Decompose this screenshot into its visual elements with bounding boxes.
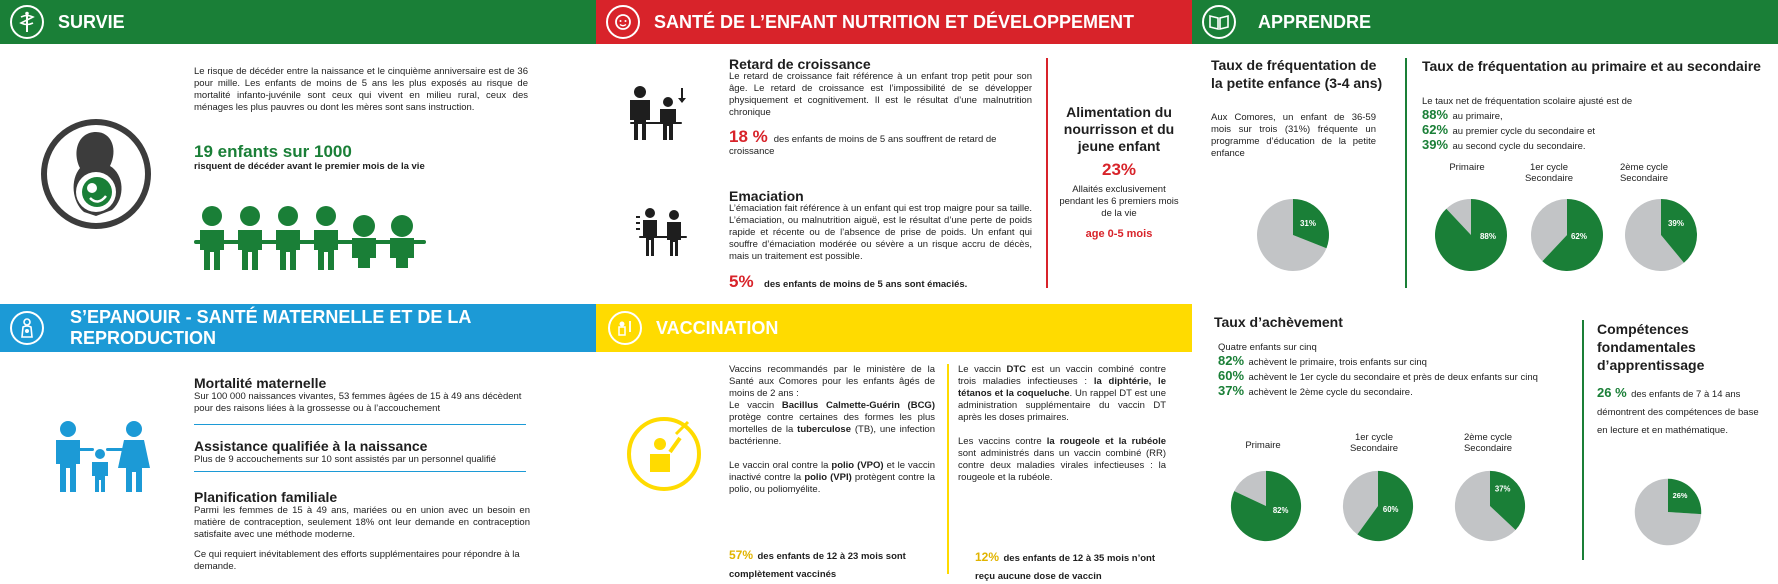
alimentation-heading: Alimentation du nourrisson et du jeune enfant xyxy=(1063,104,1175,154)
achevement-pie-2eme-cycle xyxy=(1452,468,1528,544)
family-icon xyxy=(50,420,154,499)
achevement-lines xyxy=(1218,354,1588,399)
achevement-pie-label: Primaire xyxy=(1245,440,1281,451)
text-run: . Un rappel DT est une administration supplémentaire du vaccin DT après les doses primaires. xyxy=(958,388,1166,423)
child-face-icon xyxy=(606,5,640,39)
primaire-sec-lines xyxy=(1422,108,1762,153)
achevement-pie-1er-cycle xyxy=(1340,468,1416,544)
vaccin-rr xyxy=(958,436,1166,484)
planification-text: Parmi les femmes de 15 à 49 ans, mariées ou en union avec un besoin en matière de contraception, seulement 18% ont leur demande en contraception satisfaite avec une méthode moderne. xyxy=(194,505,530,540)
epanouir-title: S’EPANOUIR - SANTÉ MATERNELLE ET DE LA REPRODUCTION xyxy=(70,307,471,348)
text-run: polio (VPI) xyxy=(804,472,852,483)
assistance-heading: Assistance qualifiée à la naissance xyxy=(194,438,428,454)
family-height-icon xyxy=(624,84,694,147)
primaire-sec-line xyxy=(1422,138,1762,153)
pie-slice xyxy=(1435,199,1507,271)
primaire-sec-line xyxy=(1422,123,1762,138)
vaccination-pct-1: 57% xyxy=(729,548,754,562)
achevement-pie-label: 1er cycle Secondaire xyxy=(1349,432,1399,454)
frequentation-pie-1er-cycle xyxy=(1528,196,1606,274)
achevement-heading: Taux d’achèvement xyxy=(1214,314,1343,330)
text-run: protègent contre la polio, ou poliomyélite. xyxy=(729,472,936,495)
petite-enfance-pie xyxy=(1254,196,1332,274)
text-run: Le vaccin xyxy=(958,364,1007,375)
vaccination-caption-2: des enfants de 12 à 35 mois n’ont reçu aucune dose de vaccin xyxy=(975,553,1156,582)
emaciation-pct: 5% xyxy=(729,272,754,291)
survie-text: Le risque de décéder entre la naissance et le cinquième anniversaire est de 36 pour mille. Les enfants de moins de 5 ans les plus exposés au risque de mortalité infanto-juvénile sont ceux qui vivent en milieu rural, ceux des ménages les plus pauvres ou dont les mères sont sans instruction. xyxy=(194,66,528,113)
competences-heading: Compétences fondamentales d’apprentissage xyxy=(1597,321,1705,373)
book-icon xyxy=(1202,5,1236,39)
text-run: protège contre certaines des formes les plus mortelles de la xyxy=(729,412,935,435)
achevement-text: achèvent le primaire, trois enfants sur cinq xyxy=(1248,357,1427,368)
vaccination-pct-2: 12% xyxy=(975,550,1000,564)
survie-stat-caption: risquent de décéder avant le premier mois de la vie xyxy=(194,161,425,172)
achevement-pct: 37% xyxy=(1218,383,1245,398)
vaccination-col2 xyxy=(958,364,1166,484)
vaccin-intro: Vaccins recommandés par le ministère de la Santé aux Comores pour les enfants âgés de moins de 2 ans : xyxy=(729,364,935,399)
achevement-text: achèvent le 2ème cycle du secondaire. xyxy=(1248,387,1413,398)
petite-enfance-pie-label: 31% xyxy=(1299,219,1317,228)
text-run: Le vaccin xyxy=(729,400,782,411)
text-run: polio (VPO) xyxy=(831,460,884,471)
pregnant-woman-icon xyxy=(40,118,152,235)
pie-slice-label: 82% xyxy=(1272,505,1289,515)
vaccination-stat-1 xyxy=(729,546,929,582)
retard-text: Le retard de croissance fait référence à un enfant trop petit pour son âge. Le retard de croissance est l’impossibilité de se développer physiquement et cognitivement. Il est le résultat d’une malnutrition chronique xyxy=(729,71,1032,118)
vaccin-bcg xyxy=(729,400,935,448)
achevement-text: achèvent le 1er cycle du secondaire et près de deux enfants sur cinq xyxy=(1248,372,1538,383)
pie-slice-label: 39% xyxy=(1667,219,1685,228)
alimentation-age: age 0-5 mois xyxy=(1085,228,1153,240)
pie-slice-label: 37% xyxy=(1494,484,1511,494)
emaciation-caption: des enfants de moins de 5 ans sont émaciés. xyxy=(764,279,968,290)
primaire-sec-pct: 88% xyxy=(1422,107,1449,122)
vaccination-stat-2 xyxy=(975,548,1175,584)
vaccinated-child-icon xyxy=(624,414,704,499)
emaciation-heading: Emaciation xyxy=(729,188,804,204)
retard-stat xyxy=(729,128,1029,158)
planification-heading: Planification familiale xyxy=(194,489,338,505)
achevement-pct: 60% xyxy=(1218,368,1245,383)
text-run: sont administrés dans un vaccin combiné (RR) contre deux maladies virales infectieuses : la rougeole et la rubéole. xyxy=(958,448,1166,483)
frequentation-pie-label: Primaire xyxy=(1449,162,1485,173)
retard-pct: 18 % xyxy=(729,127,768,146)
achevement-intro: Quatre enfants sur cinq xyxy=(1218,342,1317,353)
epanouir-divider-2 xyxy=(194,471,526,472)
sante-banner xyxy=(596,0,1192,44)
planification-text-2: Ce qui requiert inévitablement des efforts supplémentaires pour répondre à la demande. xyxy=(194,549,520,572)
text-run: la diphtérie, le tétanos et la coqueluche xyxy=(958,376,1166,399)
apprendre-divider-1 xyxy=(1405,58,1407,288)
thin-children-icon xyxy=(636,206,694,263)
apprendre-title: APPRENDRE xyxy=(1258,11,1372,32)
syringe-badge-icon xyxy=(608,311,642,345)
text-run: Bacillus Calmette-Guérin (BCG) xyxy=(781,400,935,411)
primaire-sec-heading: Taux de fréquentation au primaire et au secondaire xyxy=(1422,58,1761,74)
petite-enfance-text: Aux Comores, un enfant de 36-59 mois sur trois (31%) fréquente un programme d’éducation de la petite enfance xyxy=(1211,112,1376,159)
alimentation-caption: Allaités exclusivement pendant les 6 premiers mois de la vie xyxy=(1059,184,1179,219)
text-run: Les vaccins contre xyxy=(958,436,1047,447)
emaciation-stat xyxy=(729,272,1029,292)
frequentation-pie-label: 2ème cycle Secondaire xyxy=(1619,162,1669,184)
primaire-sec-pct: 62% xyxy=(1422,122,1449,137)
competences-pie-label: 26% xyxy=(1672,491,1688,501)
text-run: la rougeole et la rubéole xyxy=(1046,436,1166,447)
primaire-sec-text: au premier cycle du secondaire et xyxy=(1452,126,1596,137)
retard-caption: des enfants de moins de 5 ans souffrent de retard de croissance xyxy=(729,134,997,157)
vaccin-polio xyxy=(729,460,935,496)
sante-title: SANTÉ DE L’ENFANT NUTRITION ET DÉVELOPPEMENT xyxy=(654,11,1135,32)
mortalite-heading: Mortalité maternelle xyxy=(194,375,327,391)
achevement-line xyxy=(1218,384,1588,399)
vaccination-banner xyxy=(596,304,1192,352)
survie-stat: 19 enfants sur 1000 xyxy=(194,142,352,161)
competences-pct: 26 % xyxy=(1597,385,1627,400)
frequentation-pie-primaire xyxy=(1432,196,1510,274)
frequentation-pie-label: 1er cycle Secondaire xyxy=(1524,162,1574,184)
primaire-sec-pct: 39% xyxy=(1422,137,1449,152)
primaire-sec-intro: Le taux net de fréquentation scolaire ajusté est de xyxy=(1422,96,1633,107)
competences-block xyxy=(1597,384,1765,438)
competences-pie xyxy=(1632,476,1704,548)
pie-slice-label: 62% xyxy=(1570,232,1588,241)
survie-banner xyxy=(0,0,596,44)
text-run: Le vaccin oral contre la xyxy=(729,460,832,471)
primaire-sec-text: au second cycle du secondaire. xyxy=(1452,141,1586,152)
text-run: est un vaccin combiné contre trois maladies infectieuses : xyxy=(958,364,1166,387)
text-run: tuberculose xyxy=(797,424,852,435)
text-run: (TB), une infection bactérienne. xyxy=(729,424,936,447)
survie-title: SURVIE xyxy=(58,11,125,32)
emaciation-text: L’émaciation fait référence à un enfant qui est trop maigre pour sa taille. L’émaciation, ou malnutrition aiguë, est le résultat d’une perte de poids rapide et récente ou de l’absence de prise de poids. Un enfant qui souffre d’émaciation modérée ou sévère a un risque accru de décès, mais un traitement est possible. xyxy=(729,203,1032,262)
frequentation-pie-2eme-cycle xyxy=(1622,196,1700,274)
achevement-pct: 82% xyxy=(1218,353,1245,368)
vaccination-title: VACCINATION xyxy=(656,317,779,338)
epanouir-divider-1 xyxy=(194,424,526,425)
children-row-icon xyxy=(194,204,426,277)
retard-heading: Retard de croissance xyxy=(729,56,871,72)
primaire-sec-text: au primaire, xyxy=(1452,111,1503,122)
epanouir-banner xyxy=(0,304,596,352)
mortalite-text: Sur 100 000 naissances vivantes, 53 femmes âgées de 15 à 49 ans décèdent pour des raisons liées à la grossesse ou à l’accouchement xyxy=(194,391,522,414)
alimentation-pct: 23% xyxy=(1101,160,1137,179)
apprendre-divider-2 xyxy=(1582,320,1584,560)
pie-slice-label: 88% xyxy=(1479,232,1497,241)
achevement-line xyxy=(1218,354,1588,369)
vaccination-col1 xyxy=(729,364,935,496)
assistance-text: Plus de 9 accouchements sur 10 sont assistés par un personnel qualifié xyxy=(194,454,497,465)
vaccin-dtc xyxy=(958,364,1166,424)
apprendre-banner xyxy=(1192,0,1778,44)
achevement-pie-primaire xyxy=(1228,468,1304,544)
vaccination-divider xyxy=(947,364,949,574)
competences-text: des enfants de 7 à 14 ans démontrent des compétences de base en lecture et en mathématique. xyxy=(1597,389,1759,436)
vaccination-caption-1: des enfants de 12 à 23 mois sont complètement vaccinés xyxy=(729,551,906,580)
petite-enfance-heading: Taux de fréquentation de la petite enfance (3-4 ans) xyxy=(1211,57,1383,91)
sante-divider xyxy=(1046,58,1048,288)
text-run: et le vaccin inactivé contre la xyxy=(729,460,935,483)
mother-child-icon xyxy=(10,311,44,345)
primaire-sec-line xyxy=(1422,108,1762,123)
achevement-pie-label: 2ème cycle Secondaire xyxy=(1463,432,1513,454)
pie-slice-label: 60% xyxy=(1382,504,1399,514)
achevement-line xyxy=(1218,369,1588,384)
text-run: DTC xyxy=(1006,364,1027,375)
medical-caduceus-icon xyxy=(10,5,44,39)
